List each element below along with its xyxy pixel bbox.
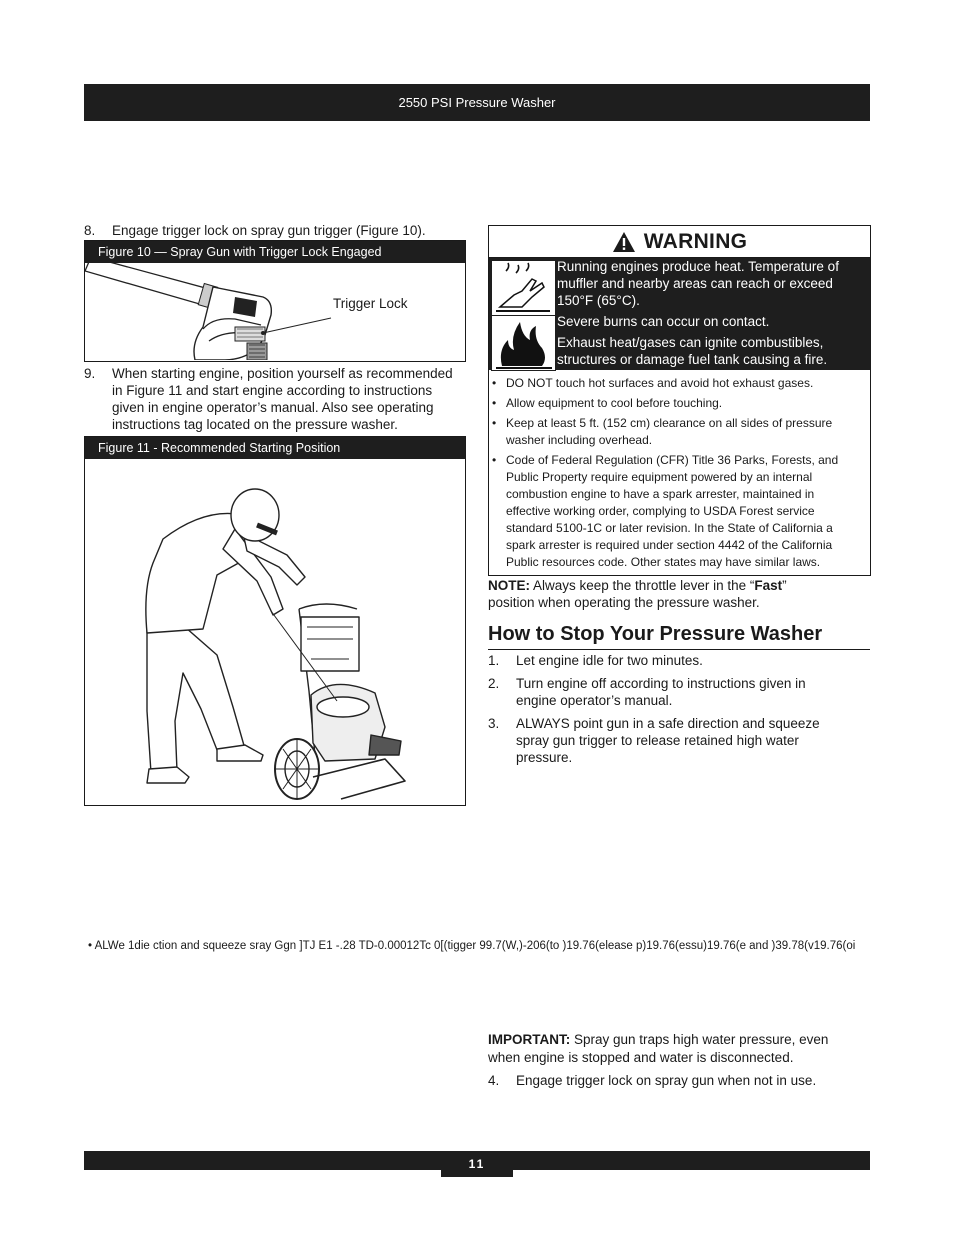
garbled-text-line: • ALWe 1die ction and squeeze sray Ggn ]TJ E1 -.28 TD-0.00012Tc 0[(tigger 99.7(W,)-206(to )19.76(elease p)19.76(essu)19.76(e and )39.78(v19.76(oi — [88, 940, 856, 952]
note-text: Always keep the throttle lever in the “ — [530, 578, 755, 593]
step-text-line: given in engine operator’s manual. Also see operating — [112, 400, 434, 415]
step-number: 4. — [488, 1073, 500, 1088]
bullet-line: combustion engine to have a spark arrester, maintained in — [506, 487, 815, 501]
bullet-line: Public resources code. Other states may have similar laws. — [506, 555, 821, 569]
step-text-line: instructions tag located on the pressure washer. — [112, 417, 398, 432]
exhaust-warning-text — [557, 334, 865, 368]
warning-line: Running engines produce heat. Temperature of — [557, 259, 839, 274]
warning-hazard-panel — [489, 258, 870, 370]
important-line-2: when engine is stopped and water is disconnected. — [488, 1050, 794, 1065]
bullet-line: effective working order, complying to USDA Forest service — [506, 504, 815, 518]
stop-step-2 — [488, 675, 870, 709]
spray-gun-illustration — [85, 263, 465, 360]
warning-line: 150°F (65°C). — [557, 293, 640, 308]
figure-11 — [84, 436, 466, 806]
step-8 — [84, 222, 474, 239]
header-title: 2550 PSI Pressure Washer — [398, 95, 556, 110]
burn-warning-text: Severe burns can occur on contact. — [557, 314, 770, 329]
figure-caption: Figure 11 - Recommended Starting Position — [85, 437, 465, 459]
note-label: NOTE: — [488, 578, 530, 593]
section-heading: How to Stop Your Pressure Washer — [488, 623, 870, 650]
warning-line: structures or damage fuel tank causing a fire. — [557, 352, 828, 367]
stop-step-4 — [488, 1072, 870, 1089]
bullet-line: Allow equipment to cool before touching. — [506, 396, 723, 410]
note-line-2: position when operating the pressure washer. — [488, 595, 760, 610]
page-number: 11 — [441, 1151, 513, 1177]
stop-step-1 — [488, 652, 870, 669]
bullet-line: Code of Federal Regulation (CFR) Title 36 Parks, Forests, and — [506, 453, 839, 467]
bullet-line: washer including overhead. — [506, 433, 653, 447]
bullet-dot: • — [492, 396, 497, 410]
warning-title — [489, 226, 870, 258]
bullet-line: Public Property require equipment powered by an internal — [506, 470, 813, 484]
step-text-line: Turn engine off according to instructions given in — [516, 676, 806, 691]
note-paragraph — [488, 577, 870, 611]
hot-surface-hand-icon — [491, 260, 556, 316]
step-text-line: Let engine idle for two minutes. — [516, 653, 703, 668]
bullet-line: spark arrester is required under section 4442 of the California — [506, 538, 833, 552]
bullet-line: Keep at least 5 ft. (152 cm) clearance on all sides of pressure — [506, 416, 833, 430]
step-number: 8. — [84, 223, 96, 238]
step-text-line: spray gun trigger to release retained high water — [516, 733, 799, 748]
note-text: ” — [782, 578, 787, 593]
fire-hazard-icon — [491, 315, 556, 371]
step-text-line: When starting engine, position yourself as recommended — [112, 366, 453, 381]
step-number: 1. — [488, 653, 500, 668]
important-paragraph — [488, 1031, 870, 1067]
step-9 — [84, 365, 474, 433]
step-text: Engage trigger lock on spray gun trigger (Figure 10). — [112, 223, 426, 238]
bullet-line: DO NOT touch hot surfaces and avoid hot exhaust gases. — [506, 376, 814, 390]
step-text-line: ALWAYS point gun in a safe direction and squeeze — [516, 716, 820, 731]
warning-triangle-icon — [612, 231, 636, 253]
step-text-line: engine operator’s manual. — [516, 693, 673, 708]
step-number: 2. — [488, 676, 500, 691]
step-text-line: in Figure 11 and start engine according to instructions — [112, 383, 433, 398]
note-emphasis: Fast — [754, 578, 783, 593]
warning-box — [488, 225, 871, 576]
stop-step-3 — [488, 715, 870, 766]
bullet-line: standard 5100-1C or later revision. In the State of California a — [506, 521, 833, 535]
bullet-dot: • — [492, 376, 497, 390]
bullet-dot: • — [492, 416, 497, 430]
step-text: Engage trigger lock on spray gun when not in use. — [516, 1073, 817, 1088]
figure-10 — [84, 240, 466, 362]
note-line-1 — [488, 577, 870, 594]
warning-title-text: WARNING — [643, 229, 748, 253]
bullet-dot: • — [492, 453, 497, 467]
warning-line: Exhaust heat/gases can ignite combustibles, — [557, 335, 824, 350]
important-text: Spray gun traps high water pressure, even — [570, 1032, 829, 1047]
step-number: 9. — [84, 366, 96, 381]
starting-position-illustration — [85, 459, 465, 804]
step-text-line: pressure. — [516, 750, 573, 765]
figure-callout: Trigger Lock — [333, 296, 408, 311]
important-line-1 — [488, 1031, 870, 1049]
figure-caption: Figure 10 — Spray Gun with Trigger Lock Engaged — [85, 241, 465, 263]
warning-line: muffler and nearby areas can reach or exceed — [557, 276, 833, 291]
heat-warning-text — [557, 258, 865, 309]
step-number: 3. — [488, 716, 500, 731]
important-label: IMPORTANT: — [488, 1032, 571, 1047]
header-bar — [84, 84, 870, 121]
